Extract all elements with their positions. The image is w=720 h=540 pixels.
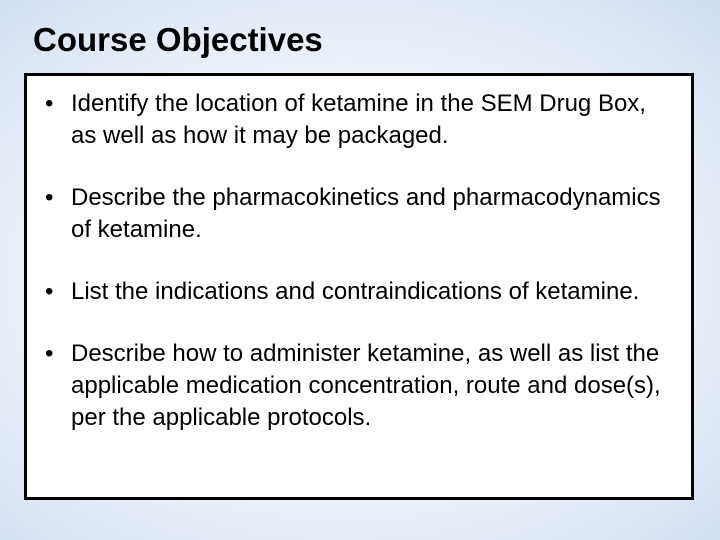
objective-text-4: Describe how to administer ketamine, as well as list the applicable medication concentration, route and dose(s), per the applicable protocols. — [71, 340, 661, 431]
bullet-icon: • — [45, 278, 54, 305]
objective-text-3: List the indications and contraindications of ketamine. — [71, 278, 640, 305]
objective-text-2: Describe the pharmacokinetics and pharmacodynamics of ketamine. — [71, 184, 661, 243]
objective-item-1 — [45, 88, 677, 152]
objective-item-4 — [45, 338, 677, 434]
bullet-icon: • — [45, 340, 54, 367]
objectives-box — [24, 73, 694, 500]
bullet-icon: • — [45, 90, 54, 117]
objective-item-2 — [45, 182, 677, 246]
objective-text-1: Identify the location of ketamine in the SEM Drug Box, as well as how it may be packaged. — [71, 90, 646, 149]
objective-item-3 — [45, 276, 677, 308]
slide-title: Course Objectives — [33, 21, 323, 58]
bullet-icon: • — [45, 184, 54, 211]
objectives-list — [27, 76, 691, 434]
